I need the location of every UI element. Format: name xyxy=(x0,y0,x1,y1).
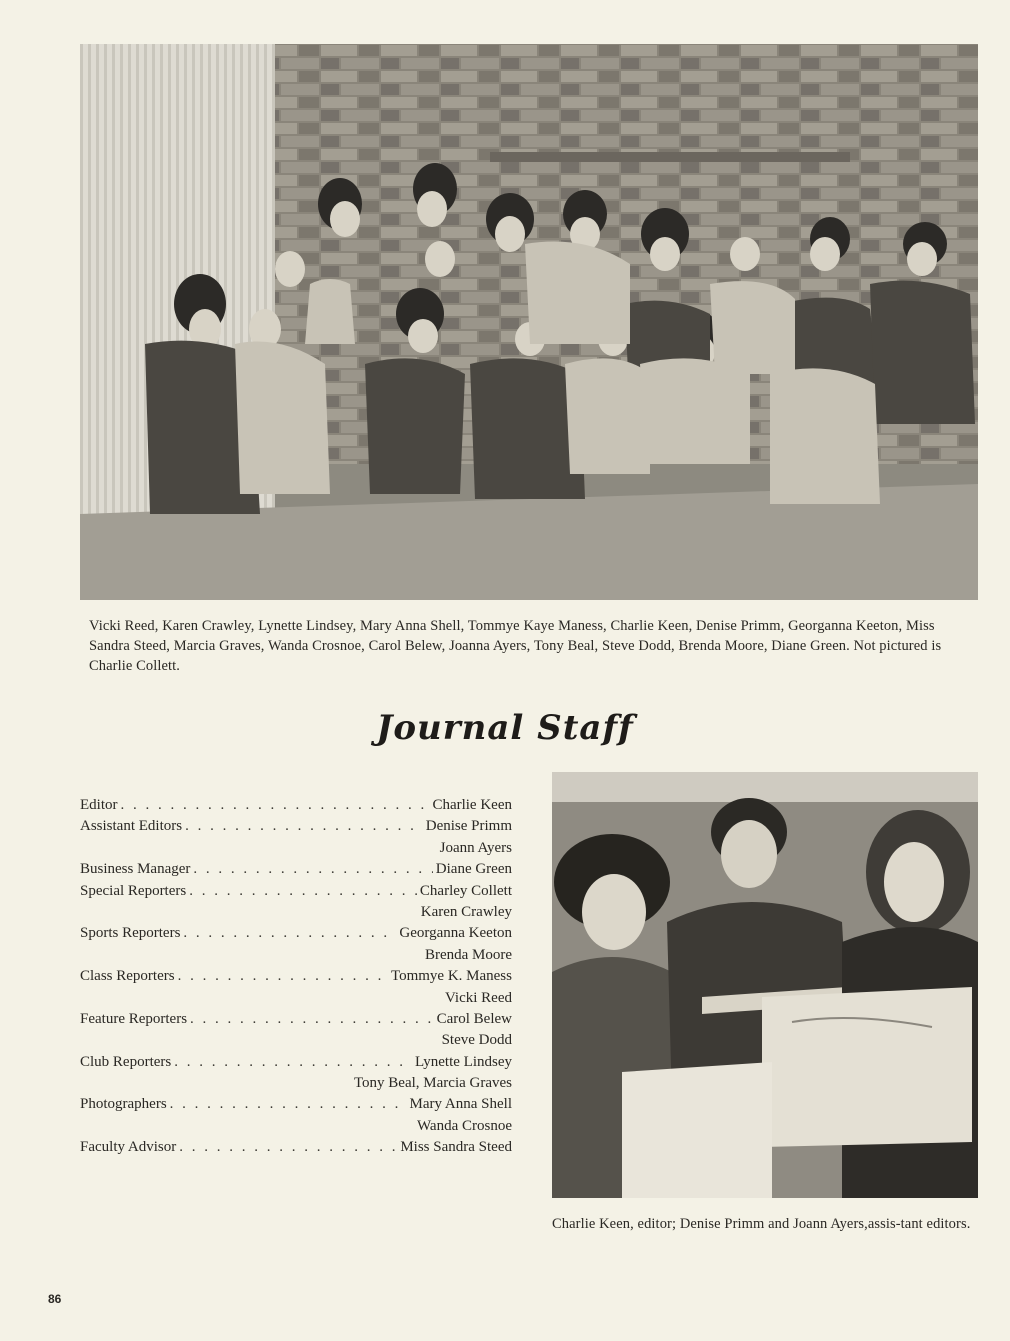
roster-name: Vicki Reed xyxy=(445,989,512,1006)
roster-row xyxy=(80,883,512,904)
roster-role: Feature Reporters xyxy=(80,1010,188,1027)
roster-role: Special Reporters xyxy=(80,882,187,899)
roster-name: Lynette Lindsey xyxy=(414,1053,512,1070)
roster-row xyxy=(80,1011,512,1032)
leader-dots xyxy=(178,968,388,985)
roster-role: Class Reporters xyxy=(80,968,175,985)
roster-name: Mary Anna Shell xyxy=(409,1096,512,1113)
roster-name: Brenda Moore xyxy=(424,946,512,963)
roster-name: Tony Beal, Marcia Graves xyxy=(353,1075,512,1092)
staff-photo-image xyxy=(552,772,978,1198)
leader-dots xyxy=(174,1054,412,1071)
roster-row xyxy=(80,1096,512,1117)
leader-dots xyxy=(121,797,430,814)
roster-name: Wanda Crosnoe xyxy=(416,1117,512,1134)
roster-name: Charley Collett xyxy=(419,882,512,899)
leader-dots xyxy=(185,818,423,835)
leader-dots xyxy=(183,925,396,942)
roster-name: Denise Primm xyxy=(425,818,512,835)
roster-row xyxy=(80,818,512,839)
page-number: 86 xyxy=(48,1292,62,1306)
roster-role: Club Reporters xyxy=(80,1053,172,1070)
staff-photo xyxy=(552,772,978,1198)
roster-row xyxy=(80,1139,512,1160)
roster-row xyxy=(80,861,512,882)
leader-dots xyxy=(193,861,432,878)
leader-dots xyxy=(189,883,417,900)
section-title: Journal Staff xyxy=(376,708,634,748)
roster-name: Steve Dodd xyxy=(441,1032,512,1049)
roster-role: Sports Reporters xyxy=(80,925,181,942)
group-photo xyxy=(80,44,978,600)
staff-roster xyxy=(80,797,512,1161)
roster-row xyxy=(80,1054,512,1075)
roster-role: Assistant Editors xyxy=(80,818,183,835)
roster-name: Tommye K. Maness xyxy=(390,968,512,985)
roster-role: Photographers xyxy=(80,1096,167,1113)
roster-row xyxy=(80,925,512,946)
roster-role: Faculty Advisor xyxy=(80,1139,177,1156)
roster-name: Carol Belew xyxy=(436,1010,512,1027)
group-photo-image xyxy=(80,44,978,600)
leader-dots xyxy=(179,1139,397,1156)
group-photo-caption: Vicki Reed, Karen Crawley, Lynette Lindsey, Mary Anna Shell, Tommye Kaye Maness, Charlie Keen, Denise Primm, Georganna Keeton, Miss Sandra Steed, Marcia Graves, Wanda Crosnoe, Carol Belew, Joanna Ayers, Tony Beal, Steve Dodd, Brenda Moore, Diane Green. Not pictured is Charlie Collett. xyxy=(89,618,942,674)
roster-role: Business Manager xyxy=(80,861,191,878)
leader-dots xyxy=(190,1011,434,1028)
roster-name: Diane Green xyxy=(435,861,512,878)
roster-row xyxy=(80,968,512,989)
roster-name: Charlie Keen xyxy=(432,797,512,813)
roster-name: Joann Ayers xyxy=(439,839,512,856)
roster-role: Editor xyxy=(80,797,118,813)
roster-name: Georganna Keeton xyxy=(399,925,512,942)
roster-row xyxy=(80,797,512,818)
roster-name: Karen Crawley xyxy=(420,903,512,920)
roster-name: Miss Sandra Steed xyxy=(400,1139,512,1156)
leader-dots xyxy=(170,1096,407,1113)
staff-photo-caption: Charlie Keen, editor; Denise Primm and Joann Ayers,assis-tant editors. xyxy=(552,1216,971,1232)
